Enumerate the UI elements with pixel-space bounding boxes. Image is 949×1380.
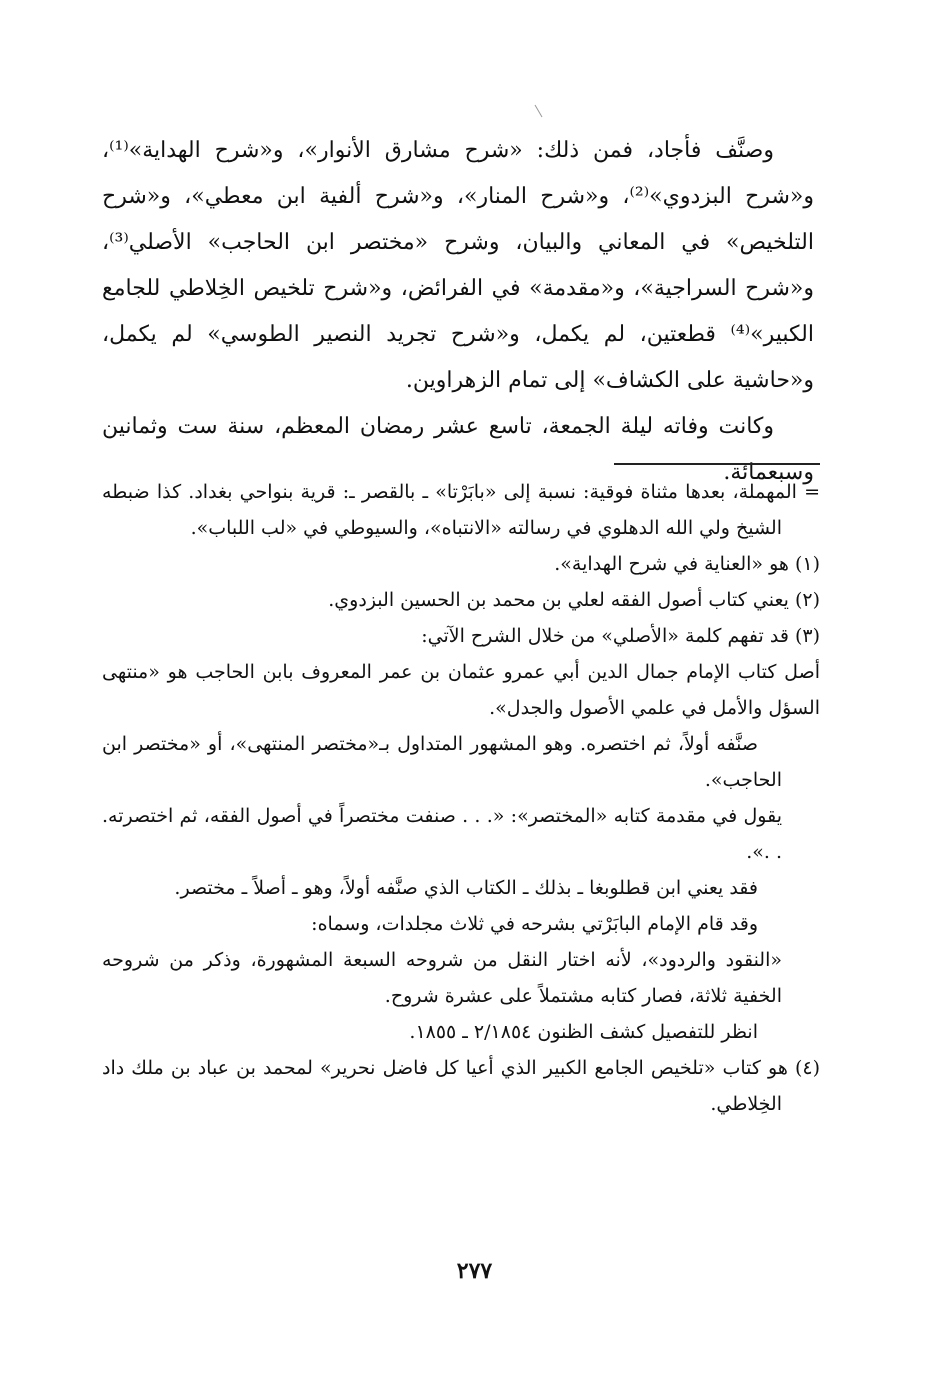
main-paragraph: وصنَّف فأجاد، فمن ذلك: «شرح مشارق الأنوار»، و«شرح الهداية»⁽¹⁾، و«شرح البزدوي»⁽²⁾، و«شرح المنار»، و«شرح ألفية ابن معطي»، و«شرح التلخيص» في المعاني والبيان، وشرح «مختصر ابن الحاجب» الأصلي⁽³⁾، و«شرح السراجية»، و«مقدمة» في الفرائض، و«شرح تلخيص الخِلاطي للجامع الكبير»⁽⁴⁾ قطعتين، لم يكمل، و«شرح تجريد النصير الطوسي» لم يكمل، و«حاشية على الكشاف» إلى تمام الزهراوين. <box>102 138 814 393</box>
footnote-continuation: = المهملة، بعدها مثناة فوقية: نسبة إلى «بابَرْتا» ـ بالقصر ـ: قرية بنواحي بغداد. كذا ضبطه الشيخ ولي الله الدهلوي في رسالته «الانتباه»، والسيوطي في «لب اللباب». <box>102 481 820 539</box>
footnote-3-intro: (٣) قد تفهم كلمة «الأصلي» من خلال الشرح الآتي: <box>421 625 820 647</box>
footnotes <box>102 474 820 1122</box>
footnote-4: (٤) هو كتاب «تلخيص الجامع الكبير الذي أعيا كل فاضل نحرير» لمحمد بن عباد بن ملك داد الخِلاطي. <box>102 1057 820 1115</box>
page-number: ٢٧٧ <box>456 1258 493 1284</box>
footnote-divider <box>614 463 820 465</box>
footnote-3-paragraph: صنَّفه أولاً، ثم اختصره. وهو المشهور المتداول بـ«مختصر المنتهى»، أو «مختصر ابن الحاجب». <box>102 733 782 791</box>
footnote-3-paragraph: أصل كتاب الإمام جمال الدين أبي عمرو عثمان بن عمر المعروف بابن الحاجب هو «منتهى السؤل والأمل في علمي الأصول والجدل». <box>102 661 820 719</box>
footnote-3-paragraph: «النقود والردود»، لأنه اختار النقل من شروحه السبعة المشهورة، وذكر من شروحه الخفية ثلاثة، فصار كتابه مشتملاً على عشرة شروح. <box>102 949 782 1007</box>
footnote-2: (٢) يعني كتاب أصول الفقه لعلي بن محمد بن الحسين البزدوي. <box>328 589 820 611</box>
main-text <box>102 128 814 496</box>
footnote-3-paragraph: يقول في مقدمة كتابه «المختصر»: «. . . صنفت مختصراً في أصول الفقه، ثم اختصرته. . .». <box>102 805 782 863</box>
footnote-3-reference: انظر للتفصيل كشف الظنون ٢/١٨٥٤ ـ ١٨٥٥. <box>409 1021 758 1043</box>
footnote-3-paragraph: وقد قام الإمام البابَرْتي بشرحه في ثلاث مجلدات، وسماه: <box>311 913 758 935</box>
scan-mark <box>535 105 543 118</box>
footnote-1: (١) هو «العناية في شرح الهداية». <box>554 553 820 575</box>
main-paragraph: وكانت وفاته ليلة الجمعة، تاسع عشر رمضان المعظم، سنة ست وثمانين وسبعمائة. <box>102 414 814 485</box>
footnote-3-paragraph: فقد يعني ابن قطلوبغا ـ بذلك ـ الكتاب الذي صنَّفه أولاً، وهو ـ أصلاً ـ مختصر. <box>174 877 758 899</box>
